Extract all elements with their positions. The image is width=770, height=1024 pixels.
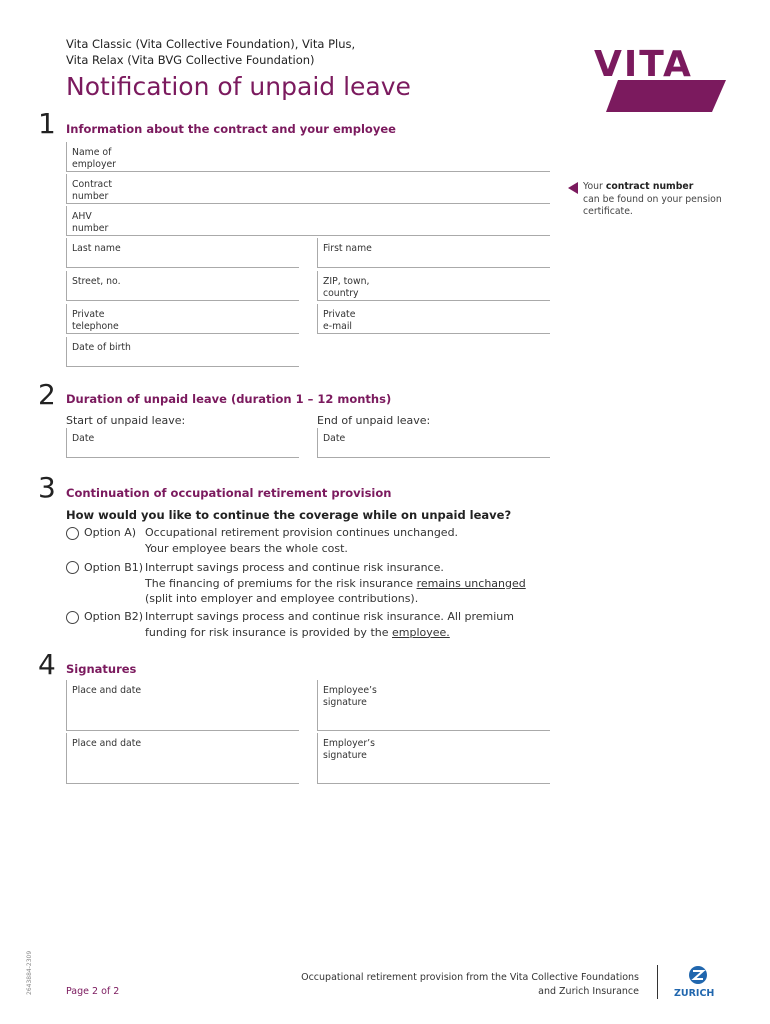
private-telephone-label: Private telephone: [72, 309, 119, 332]
employee-place-date-field[interactable]: [66, 680, 299, 731]
first-name-field[interactable]: [317, 238, 550, 268]
section-1-title: Information about the contract and your employee: [66, 122, 396, 136]
end-date-label: Date: [323, 433, 346, 444]
option-b2-underline: employee.: [392, 625, 450, 639]
pointer-triangle-icon: [568, 182, 578, 194]
street-field[interactable]: [66, 271, 299, 301]
footer-line-2: and Zurich Insurance: [538, 985, 639, 997]
option-b1-line-1: Interrupt savings process and continue risk insurance.: [145, 561, 444, 574]
employer-place-date-field[interactable]: [66, 733, 299, 784]
option-b2-line-2-text: funding for risk insurance is provided by the: [145, 625, 392, 639]
employer-name-label: Name of employer: [72, 147, 116, 170]
option-b1-line-2: [145, 576, 526, 592]
end-date-field[interactable]: [317, 428, 550, 458]
note-bold: contract number: [605, 181, 694, 192]
zurich-logo: [672, 964, 728, 1000]
option-a-line-1: Occupational retirement provision continues unchanged.: [145, 526, 459, 539]
start-date-label: Date: [72, 433, 95, 444]
section-2-number: 2: [38, 378, 56, 411]
private-email-field[interactable]: [317, 304, 550, 334]
footer-text: [290, 971, 639, 998]
option-b1-label: Option B1): [84, 561, 144, 574]
option-a-text: [145, 525, 458, 556]
section-4-title: Signatures: [66, 662, 137, 676]
street-label: Street, no.: [72, 276, 121, 287]
option-b2-radio[interactable]: [66, 611, 79, 624]
private-telephone-field[interactable]: [66, 304, 299, 334]
employer-name-field[interactable]: [66, 142, 550, 172]
vita-logo-graphic: [588, 42, 728, 114]
start-unpaid-leave-label: Start of unpaid leave:: [66, 414, 186, 427]
last-name-field[interactable]: [66, 238, 299, 268]
option-b2-text: [145, 609, 514, 640]
employee-signature-label: Employee’s signature: [323, 685, 377, 708]
date-of-birth-label: Date of birth: [72, 342, 131, 353]
contract-number-note: [583, 181, 723, 219]
end-unpaid-leave-label: End of unpaid leave:: [317, 414, 431, 427]
section-2-title: Duration of unpaid leave (duration 1 – 12 months): [66, 392, 392, 406]
zip-town-label: ZIP, town, country: [323, 276, 370, 299]
section-4-number: 4: [38, 648, 56, 681]
option-a-label: Option A): [84, 526, 137, 539]
header-line-1: Vita Classic (Vita Collective Foundation), Vita Plus,: [66, 37, 356, 51]
first-name-label: First name: [323, 243, 372, 254]
section-1-number: 1: [38, 107, 56, 140]
header-foundations: [66, 36, 355, 68]
page-title: Notification of unpaid leave: [66, 72, 411, 101]
vita-logo: [588, 42, 728, 114]
section-3-title: Continuation of occupational retirement provision: [66, 486, 392, 500]
ahv-number-label: AHV number: [72, 211, 109, 234]
option-b1-line-3: (split into employer and employee contributions).: [145, 592, 419, 605]
header-line-2: Vita Relax (Vita BVG Collective Foundation): [66, 53, 315, 67]
contract-number-field[interactable]: [66, 174, 550, 204]
zurich-logo-text: ZURICH: [674, 988, 715, 999]
vita-logo-text: VITA: [594, 44, 693, 85]
side-document-code: 2643884-2309: [26, 950, 33, 995]
option-b1-radio[interactable]: [66, 561, 79, 574]
option-b2-line-2: [145, 625, 514, 641]
footer-divider: [657, 965, 658, 999]
section-3-number: 3: [38, 471, 56, 504]
note-prefix: Your: [583, 181, 606, 192]
coverage-question: How would you like to continue the coverage while on unpaid leave?: [66, 508, 512, 522]
private-email-label: Private e-mail: [323, 309, 356, 332]
zurich-logo-icon: [672, 964, 728, 1000]
employee-place-date-label: Place and date: [72, 685, 142, 696]
employer-signature-field[interactable]: [317, 733, 550, 784]
option-b1-text: [145, 560, 526, 607]
last-name-label: Last name: [72, 243, 121, 254]
option-b1-line-2-text: The financing of premiums for the risk insurance: [145, 576, 417, 590]
employer-place-date-label: Place and date: [72, 738, 142, 749]
date-of-birth-field[interactable]: [66, 337, 299, 367]
option-b2-label: Option B2): [84, 610, 144, 623]
zip-town-field[interactable]: [317, 271, 550, 301]
option-b2-line-1: Interrupt savings process and continue risk insurance. All premium: [145, 610, 514, 623]
option-a-line-2: Your employee bears the whole cost.: [145, 541, 348, 555]
option-b1-underline: remains unchanged: [416, 576, 526, 590]
note-rest: can be found on your pension certificate.: [583, 193, 722, 217]
page-number: Page 2 of 2: [66, 986, 120, 997]
footer-line-1: Occupational retirement provision from the Vita Collective Foundations: [301, 972, 639, 983]
employee-signature-field[interactable]: [317, 680, 550, 731]
contract-number-label: Contract number: [72, 179, 112, 202]
start-date-field[interactable]: [66, 428, 299, 458]
option-a-radio[interactable]: [66, 527, 79, 540]
employer-signature-label: Employer’s signature: [323, 738, 375, 761]
ahv-number-field[interactable]: [66, 206, 550, 236]
